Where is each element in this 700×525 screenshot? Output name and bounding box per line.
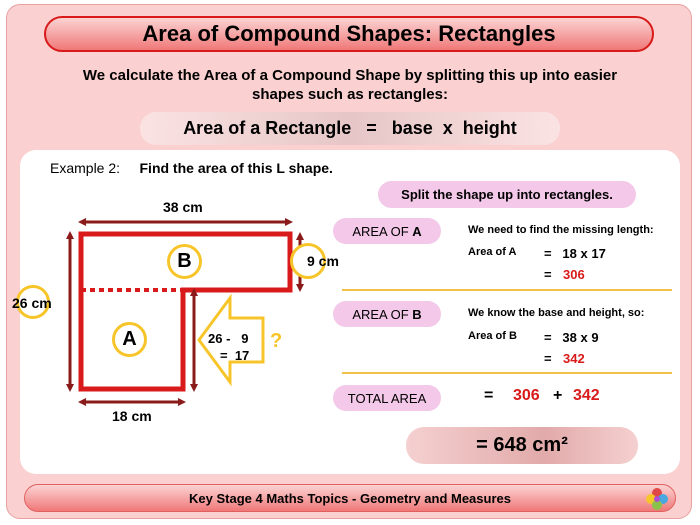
area-a-note: We need to find the missing length: [468,224,654,236]
right-length-label: 9 cm [307,253,339,269]
formula-banner: Area of a Rectangle = base x height [140,112,560,145]
final-answer: = 648 cm² [406,427,638,464]
footer-banner: Key Stage 4 Maths Topics - Geometry and Measures [24,484,676,512]
divider-2 [342,372,672,374]
question-mark: ? [270,330,283,352]
area-a-calc: = 18 x 17 [544,246,606,261]
area-a-row-label: Area of A [468,246,517,258]
region-a-marker: A [112,322,147,357]
total-plus: + [553,387,563,404]
area-b-result: 342 [563,351,585,366]
missing-length-calc-line-1: 26 - 9 [208,331,249,346]
area-a-tag-text: AREA OF [352,223,409,239]
area-b-calc: = 38 x 9 [544,330,599,345]
top-length-label: 38 cm [163,199,203,215]
page-title: Area of Compound Shapes: Rectangles [44,16,654,52]
divider-1 [342,289,672,291]
area-b-row-label: Area of B [468,330,517,342]
area-a-tag-letter: A [412,223,422,239]
example-label: Example 2: [50,160,121,176]
example-prompt: Find the area of this L shape. [139,160,333,176]
total-area-tag: TOTAL AREA [333,385,441,411]
area-a-tag [333,218,441,244]
intro-line-1: We calculate the Area of a Compound Shape by splitting this up into easier [82,67,618,84]
missing-length-calc [208,330,249,364]
area-b-tag [333,301,441,327]
area-a-result: 306 [563,267,585,282]
total-equals: = [484,387,494,404]
split-hint: Split the shape up into rectangles. [378,181,636,208]
intro-line-2: shapes such as rectangles: [252,86,448,103]
logo-icon [645,487,669,511]
area-b-tag-letter: B [412,306,422,322]
area-a-result-equals: = [544,267,552,282]
total-a-value: 306 [513,387,540,404]
region-b-marker: B [167,244,202,279]
total-b-value: 342 [573,387,600,404]
left-length-label: 26 cm [12,295,52,311]
missing-length-calc-line-2: = 17 [220,348,250,363]
bottom-length-label: 18 cm [112,408,152,424]
area-b-result-equals: = [544,351,552,366]
area-b-tag-text: AREA OF [352,306,409,322]
area-b-note: We know the base and height, so: [468,307,645,319]
